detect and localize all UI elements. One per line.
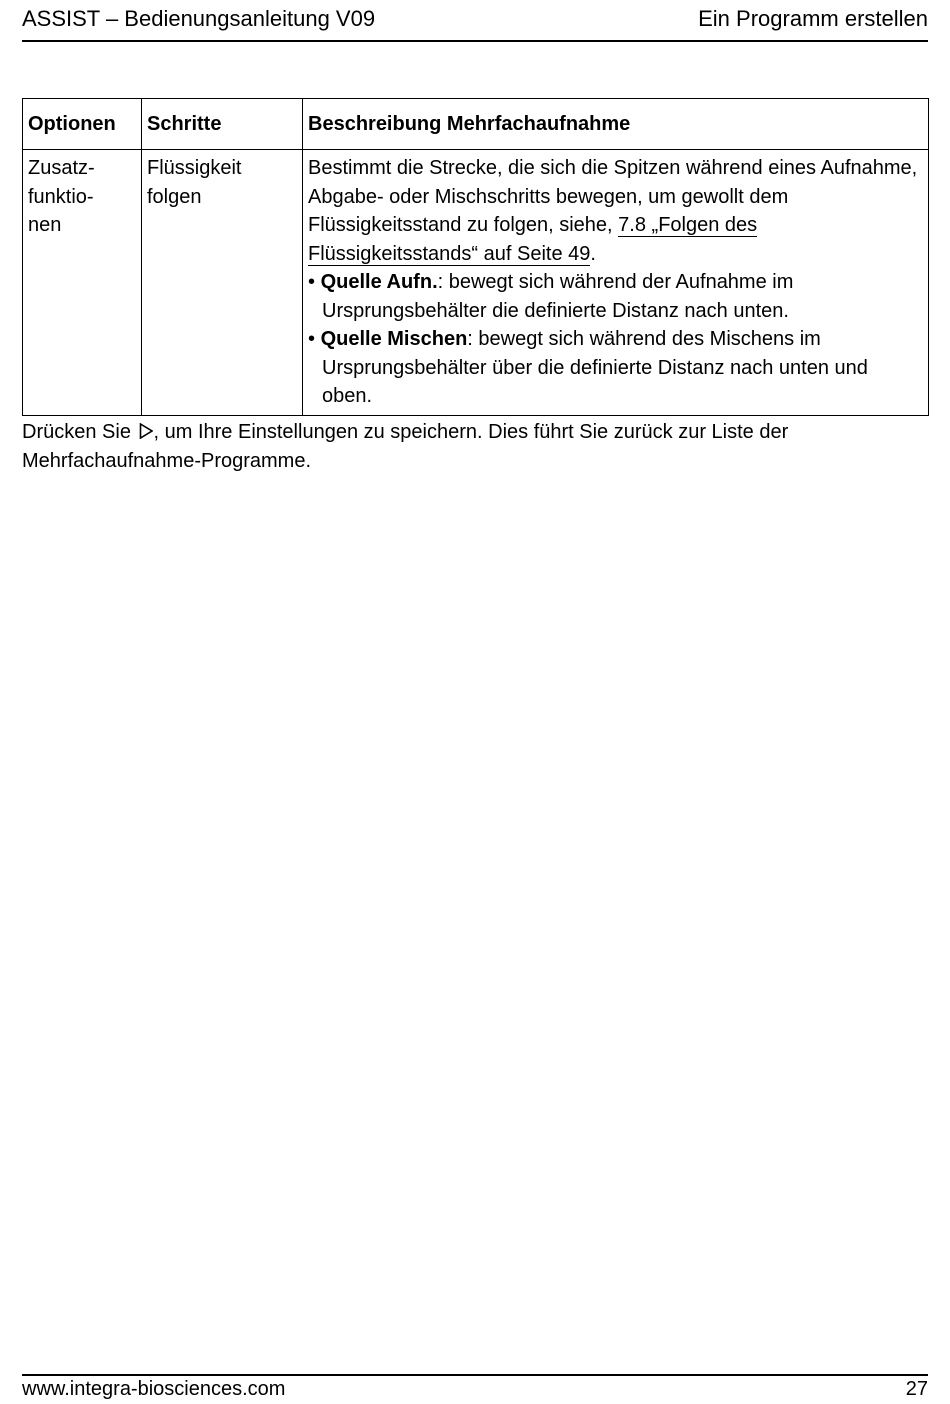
page-footer	[22, 1374, 928, 1404]
bullet-text: : bewegt sich während des Mischens im Ursprungsbehälter über die definierte Distanz nach unten und oben.	[322, 328, 868, 407]
options-table	[22, 98, 929, 416]
cross-reference-link[interactable]: 7.8 „Folgen des Flüssigkeitsstands“ auf Seite 49	[308, 214, 758, 265]
page-header	[22, 4, 928, 42]
instruction-text-start: Drücken Sie	[22, 421, 137, 443]
column-header-description: Beschreibung Mehrfachaufnahme	[303, 99, 929, 150]
bullet-text: : bewegt sich während der Aufnahme im Ursprungsbehälter die definierte Distanz nach unten.	[322, 271, 794, 322]
document-title: ASSIST – Bedienungsanleitung V09	[22, 6, 376, 31]
table-header-row	[23, 99, 929, 150]
option-cell	[23, 150, 142, 416]
bullet-item-source-mix	[308, 325, 923, 411]
page-number: 27	[905, 1378, 928, 1400]
option-text-line2: funktio-	[28, 185, 94, 208]
bullet-item-source-aspirate	[308, 268, 923, 325]
description-cell	[303, 150, 929, 416]
bullet-marker: •	[308, 328, 316, 350]
option-text-line3: nen	[28, 214, 62, 236]
play-triangle-icon	[139, 423, 153, 439]
step-text-line2: folgen	[147, 185, 202, 208]
column-header-options: Optionen	[23, 99, 142, 150]
bullet-term: Quelle Aufn.	[320, 271, 438, 293]
description-end: .	[590, 242, 596, 265]
step-cell	[142, 150, 303, 416]
table-row	[23, 150, 929, 416]
description-intro: Bestimmt die Strecke, die sich die Spitzen während eines Aufnahme, Abgabe- oder Mischschritts bewegen, um gewollt dem Flüssigkeitsstand zu folgen, siehe,	[308, 157, 918, 236]
bullet-term: Quelle Mischen	[320, 328, 468, 350]
footer-url: www.integra-biosciences.com	[22, 1378, 286, 1400]
section-title: Ein Programm erstellen	[698, 6, 928, 31]
option-text-line1: Zusatz-	[28, 157, 95, 179]
column-header-steps: Schritte	[142, 99, 303, 150]
bullet-marker: •	[308, 271, 316, 293]
step-text-line1: Flüssigkeit	[147, 157, 242, 179]
instruction-text-end: , um Ihre Einstellungen zu speichern. Dies führt Sie zurück zur Liste der Mehrfachaufnahme-Programme.	[22, 421, 789, 472]
instruction-paragraph	[22, 418, 928, 476]
